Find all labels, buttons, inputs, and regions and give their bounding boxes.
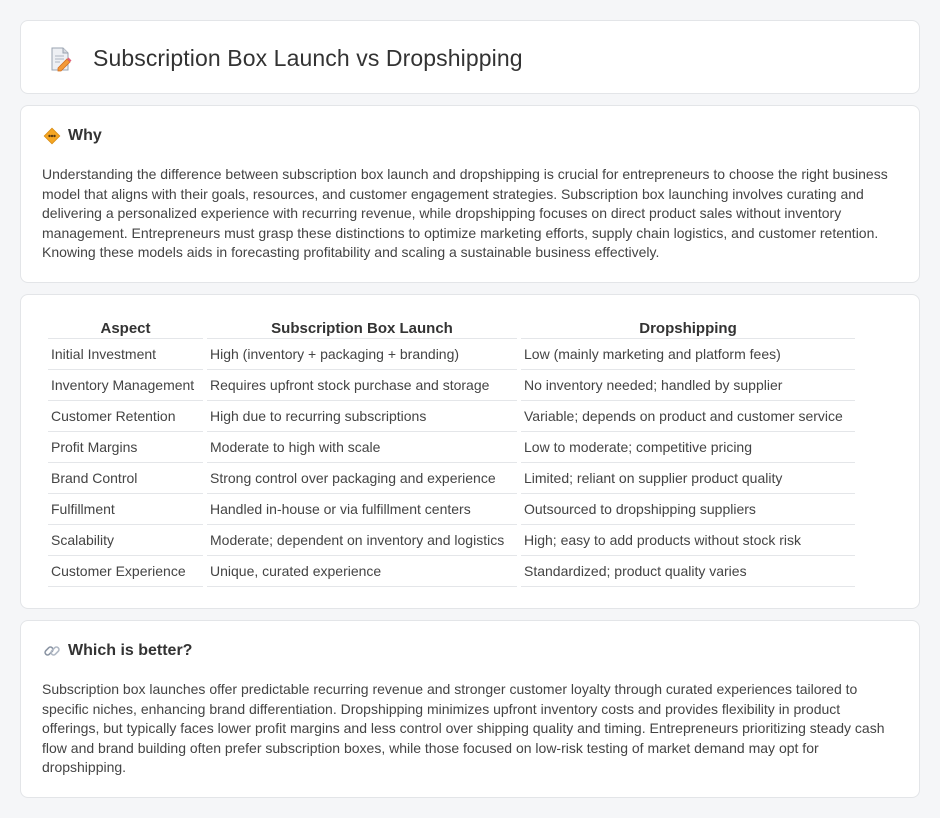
table-row — [48, 494, 855, 525]
header-aspect: Aspect — [48, 315, 203, 339]
better-paragraph: Subscription box launches offer predictable recurring revenue and stronger customer loyalty through curated experiences tailored to specific niches, enhancing brand differentiation. Dropshipping minimizes upfront inventory costs and provides flexibility in product offerings, but typically faces lower profit margins and less control over shipping quality and timing. Entrepreneurs prioritizing steady cash flow and brand building often prefer subscription boxes, while those focused on low-risk testing of market demand may opt for dropshipping. — [42, 681, 885, 776]
aspect-cell: Brand Control — [48, 463, 203, 494]
why-paragraph: Understanding the difference between subscription box launch and dropshipping is crucial for entrepreneurs to choose the right business model that aligns with their goals, resources, and customer engagement strategies. Subscription box launching involves curating and delivering a personalized experience with recurring revenue, while dropshipping focuses on direct product sales without inventory management. Entrepreneurs must grasp these distinctions to optimize marketing efforts, supply chain logistics, and customer retention. Knowing these models aids in forecasting profitability and scaling a sustainable business effectively. — [42, 166, 888, 261]
aspect-cell: Initial Investment — [48, 339, 203, 370]
comparison-card — [20, 294, 920, 609]
table-row — [48, 401, 855, 432]
aspect-cell: Scalability — [48, 525, 203, 556]
link-icon — [43, 642, 61, 660]
table-row — [48, 432, 855, 463]
aspect-cell: Inventory Management — [48, 370, 203, 401]
subscription-cell: High due to recurring subscriptions — [207, 401, 517, 432]
page-title: Subscription Box Launch vs Dropshipping — [93, 45, 523, 71]
table-row — [48, 556, 855, 587]
aspect-cell: Customer Experience — [48, 556, 203, 587]
subscription-cell: Unique, curated experience — [207, 556, 517, 587]
dropshipping-cell: High; easy to add products without stock risk — [521, 525, 855, 556]
dropshipping-cell: Limited; reliant on supplier product quality — [521, 463, 855, 494]
dropshipping-cell: Variable; depends on product and customer service — [521, 401, 855, 432]
subscription-cell: Moderate; dependent on inventory and logistics — [207, 525, 517, 556]
title-card — [20, 20, 920, 94]
diamond-warning-icon — [43, 127, 61, 145]
table-row — [48, 339, 855, 370]
document-pencil-icon — [47, 46, 73, 72]
table-row — [48, 525, 855, 556]
header-subscription-box: Subscription Box Launch — [207, 315, 517, 339]
comparison-table — [44, 315, 859, 587]
subscription-cell: Requires upfront stock purchase and storage — [207, 370, 517, 401]
aspect-cell: Profit Margins — [48, 432, 203, 463]
subscription-cell: High (inventory + packaging + branding) — [207, 339, 517, 370]
better-card — [20, 620, 920, 798]
better-heading: Which is better? — [68, 642, 193, 659]
dropshipping-cell: Standardized; product quality varies — [521, 556, 855, 587]
aspect-cell: Fulfillment — [48, 494, 203, 525]
table-row — [48, 370, 855, 401]
title-row — [47, 45, 523, 72]
dropshipping-cell: Outsourced to dropshipping suppliers — [521, 494, 855, 525]
better-heading-row — [43, 642, 192, 660]
subscription-cell: Strong control over packaging and experience — [207, 463, 517, 494]
table-row — [48, 463, 855, 494]
aspect-cell: Customer Retention — [48, 401, 203, 432]
header-dropshipping: Dropshipping — [521, 315, 855, 339]
table-header-row — [48, 315, 855, 339]
subscription-cell: Handled in-house or via fulfillment centers — [207, 494, 517, 525]
why-heading-row — [43, 127, 102, 145]
dropshipping-cell: Low to moderate; competitive pricing — [521, 432, 855, 463]
dropshipping-cell: No inventory needed; handled by supplier — [521, 370, 855, 401]
why-card — [20, 105, 920, 283]
subscription-cell: Moderate to high with scale — [207, 432, 517, 463]
dropshipping-cell: Low (mainly marketing and platform fees) — [521, 339, 855, 370]
why-heading: Why — [68, 127, 102, 144]
